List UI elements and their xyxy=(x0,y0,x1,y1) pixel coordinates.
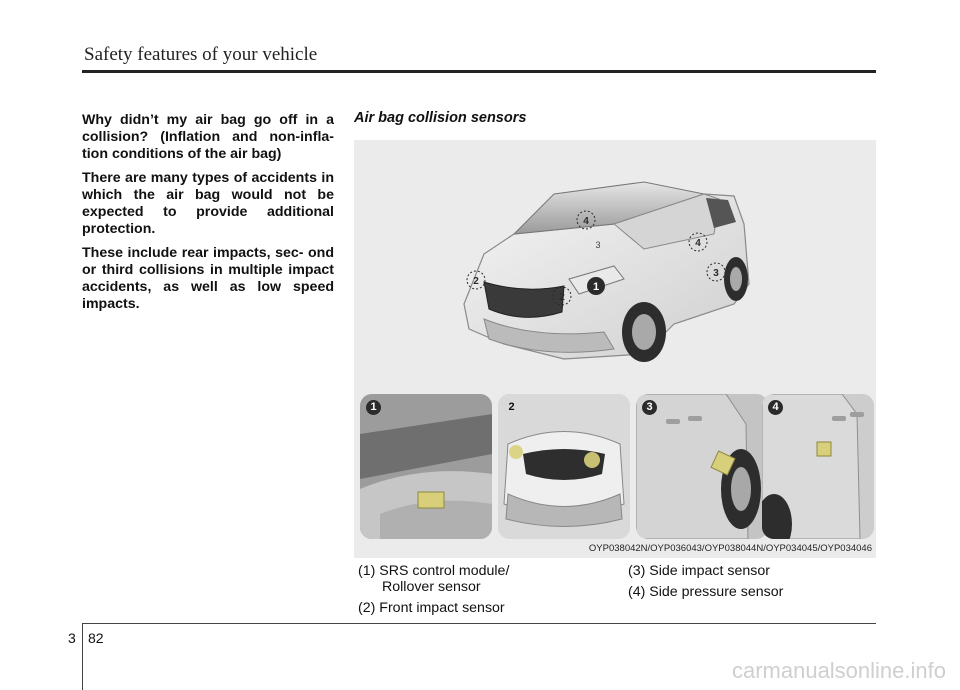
svg-text:2: 2 xyxy=(559,292,565,303)
paragraph-1: There are many types of accidents in which the air bag would not be expected to provide additional protection. xyxy=(82,170,334,237)
marker-1 xyxy=(587,277,605,295)
question-heading: Why didn’t my air bag go off in a collision? (Inflation and non-infla- tion conditions of the air bag) xyxy=(82,112,334,162)
sensor-block xyxy=(817,442,831,456)
left-column xyxy=(82,112,334,320)
chapter-number: 3 xyxy=(68,630,76,646)
section-heading: Air bag collision sensors xyxy=(354,110,527,126)
panel-number-4: 4 xyxy=(768,400,783,415)
header-rule xyxy=(82,70,876,73)
footer-rule xyxy=(82,623,876,624)
watermark: carmanualsonline.info xyxy=(731,658,946,683)
legend-right xyxy=(628,563,783,605)
panel-number-2: 2 xyxy=(508,401,515,413)
page-number: 82 xyxy=(88,630,104,646)
sensor-left xyxy=(509,445,523,459)
legend-item-1-continued: Rollover sensor xyxy=(382,579,481,595)
paragraph-2: These include rear impacts, sec- ond or third collisions in multiple impact accidents, as well as low speed impacts. xyxy=(82,245,334,312)
sensor-right xyxy=(584,452,600,468)
panel-front-sensor xyxy=(498,394,630,539)
legend-item-2: (2) Front impact sensor xyxy=(358,600,505,616)
panel-side-pressure xyxy=(762,394,874,539)
footer-divider xyxy=(82,624,83,690)
svg-text:1: 1 xyxy=(592,281,600,293)
legend-left xyxy=(358,563,509,621)
svg-text:3: 3 xyxy=(595,240,601,250)
sensor-block xyxy=(418,492,444,508)
panel-number-3: 3 xyxy=(642,400,657,415)
svg-text:2: 2 xyxy=(473,276,479,287)
panel-number-1: 1 xyxy=(366,400,381,415)
svg-text:4: 4 xyxy=(695,238,701,249)
panel-srs-module xyxy=(360,394,492,539)
svg-text:3: 3 xyxy=(713,268,719,279)
marker-3-window xyxy=(595,240,600,250)
legend-item-1: (1) SRS control module/ xyxy=(358,563,510,579)
sensor-figure xyxy=(354,140,876,558)
figure-code: OYP038042N/OYP036043/OYP038044N/OYP034045/OYP034046 xyxy=(588,543,872,554)
legend-item-4: (4) Side pressure sensor xyxy=(628,584,784,600)
svg-text:4: 4 xyxy=(583,216,589,227)
page-header-title: Safety features of your vehicle xyxy=(84,44,318,65)
legend-item-3: (3) Side impact sensor xyxy=(628,563,770,579)
vehicle-illustration xyxy=(444,154,784,394)
panel-side-impact xyxy=(636,394,768,539)
